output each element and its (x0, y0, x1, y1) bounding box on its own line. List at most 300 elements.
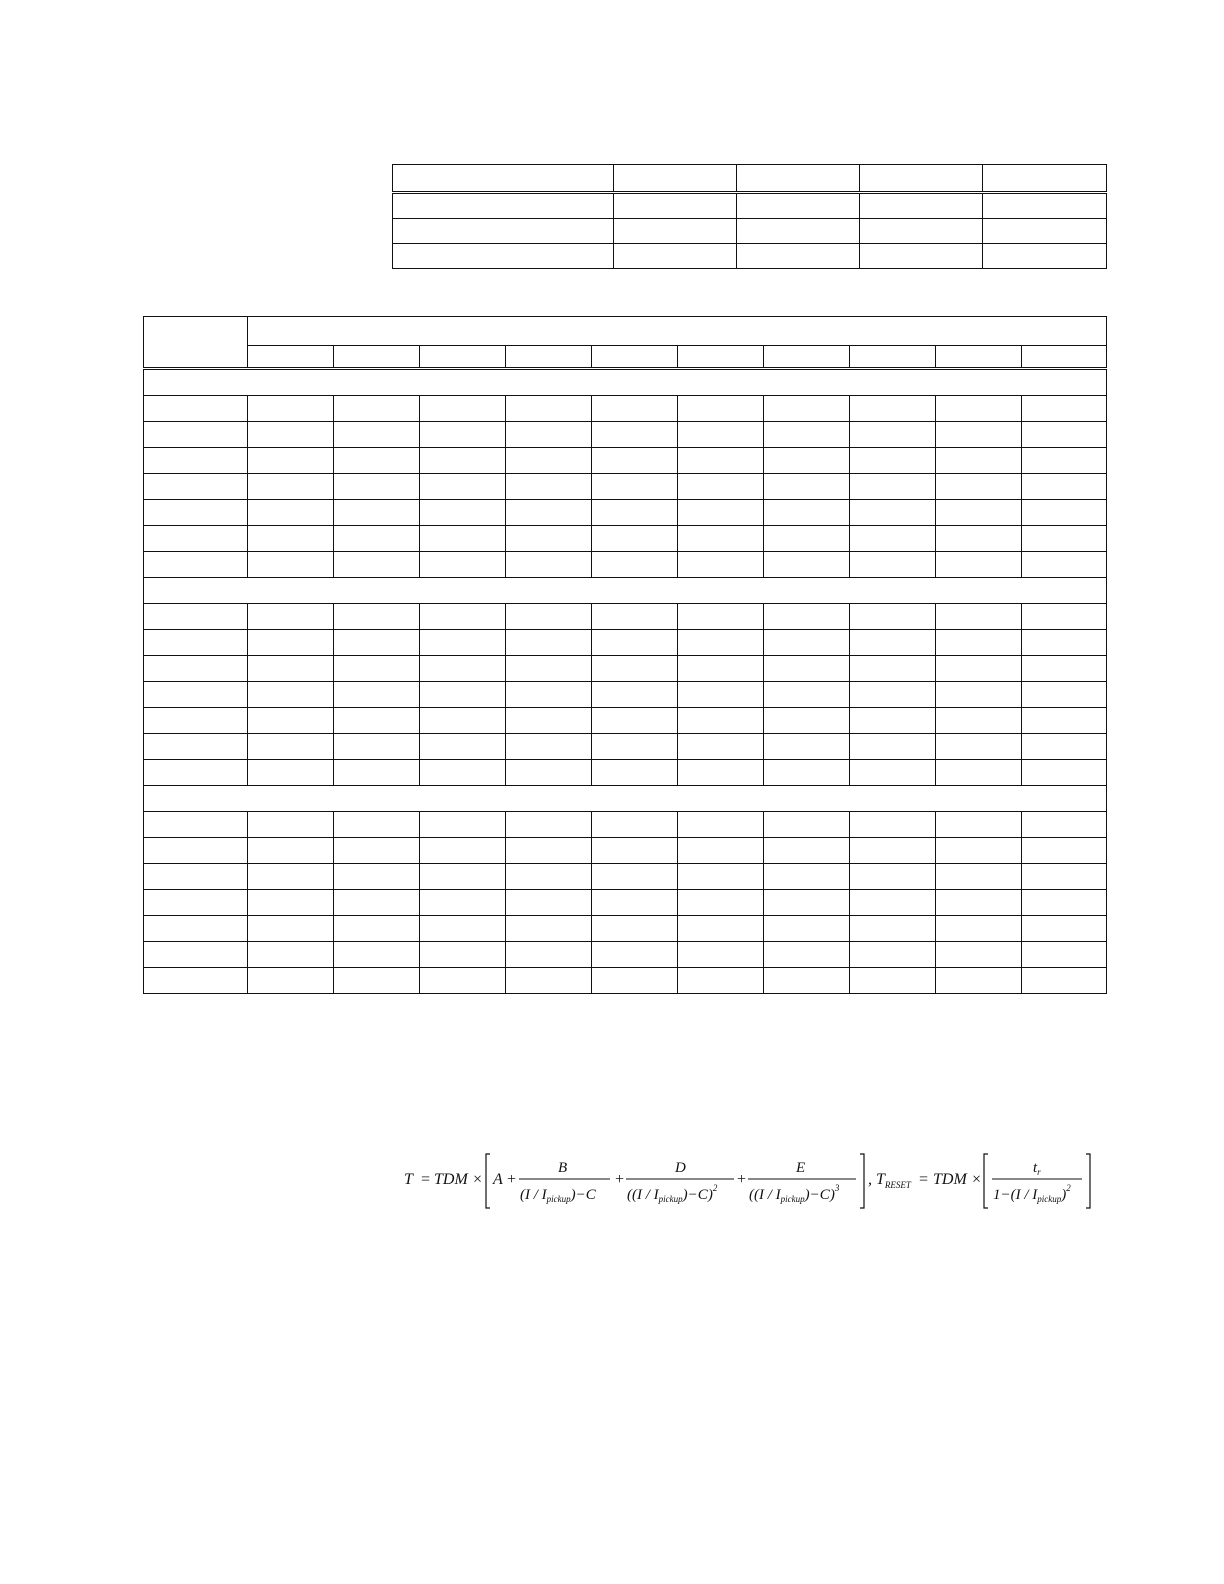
top-table-cell (983, 219, 1107, 244)
table-cell (248, 812, 334, 838)
table-cell (506, 422, 592, 448)
top-table-cell (614, 193, 737, 219)
table-cell (592, 812, 678, 838)
table-row (144, 942, 1107, 968)
eq-equals-2: = (918, 1171, 929, 1188)
inverse-time-equation (400, 1150, 1100, 1212)
table-cell (420, 864, 506, 890)
table-cell (592, 708, 678, 734)
eq-A: A (493, 1171, 503, 1188)
table-cell (1022, 526, 1107, 552)
table-cell (420, 526, 506, 552)
table-row (144, 604, 1107, 630)
top-table-cell (393, 219, 614, 244)
table-cell (936, 500, 1022, 526)
table-row (144, 526, 1107, 552)
table-cell (144, 942, 248, 968)
table-cell (506, 708, 592, 734)
table-cell (678, 604, 764, 630)
table-cell (506, 864, 592, 890)
table-cell (334, 760, 420, 786)
table-cell (248, 630, 334, 656)
table-cell (1022, 968, 1107, 994)
table-cell (506, 916, 592, 942)
table-cell (1022, 656, 1107, 682)
table-cell (420, 734, 506, 760)
table-cell (506, 526, 592, 552)
table-cell (420, 500, 506, 526)
table-cell (764, 812, 850, 838)
table-row (144, 682, 1107, 708)
eq-times: × (472, 1171, 483, 1188)
table-cell (420, 916, 506, 942)
table-cell (420, 812, 506, 838)
eq-equals: = (420, 1171, 431, 1188)
table-cell (334, 474, 420, 500)
table-cell (506, 734, 592, 760)
table-cell (764, 526, 850, 552)
table-cell (850, 396, 936, 422)
table-cell (850, 500, 936, 526)
table-cell (592, 942, 678, 968)
table-cell (764, 552, 850, 578)
table-row (144, 890, 1107, 916)
main-table-section-row (144, 369, 1107, 396)
table-cell (334, 630, 420, 656)
table-cell (850, 838, 936, 864)
table-cell (850, 708, 936, 734)
table-cell (1022, 942, 1107, 968)
table-cell (850, 448, 936, 474)
table-cell (850, 526, 936, 552)
table-cell (144, 500, 248, 526)
table-row (144, 422, 1107, 448)
table-cell (420, 630, 506, 656)
table-cell (764, 656, 850, 682)
top-table-cell (737, 193, 860, 219)
top-table-cell (860, 219, 983, 244)
table-row (144, 656, 1107, 682)
eq-den-tr: $1-(I / I_{pickup})^2$ (993, 1183, 1071, 1204)
eq-plus-2: + (614, 1171, 625, 1188)
table-cell (1022, 708, 1107, 734)
table-cell (678, 916, 764, 942)
table-cell (144, 552, 248, 578)
main-table-subheader-cell (678, 346, 764, 369)
table-cell (1022, 396, 1107, 422)
table-cell (936, 396, 1022, 422)
table-row (144, 916, 1107, 942)
table-cell (334, 734, 420, 760)
table-cell (936, 968, 1022, 994)
table-cell (144, 734, 248, 760)
table-cell (592, 422, 678, 448)
table-cell (678, 474, 764, 500)
table-cell (334, 396, 420, 422)
table-cell (1022, 916, 1107, 942)
eq-B: B (558, 1160, 568, 1176)
table-cell (764, 396, 850, 422)
table-cell (764, 942, 850, 968)
table-cell (592, 760, 678, 786)
table-cell (144, 864, 248, 890)
main-table-section-cell (144, 369, 1107, 396)
main-table-subheader-cell (850, 346, 936, 369)
table-cell (1022, 760, 1107, 786)
top-table-row (393, 244, 1107, 269)
table-row (144, 500, 1107, 526)
eq-TDM-2: TDM (933, 1171, 967, 1188)
table-cell (850, 734, 936, 760)
top-table-cell (983, 193, 1107, 219)
table-cell (936, 474, 1022, 500)
table-cell (678, 942, 764, 968)
table-cell (764, 682, 850, 708)
table-cell (506, 812, 592, 838)
table-cell (1022, 682, 1107, 708)
table-cell (506, 448, 592, 474)
table-cell (592, 916, 678, 942)
eq-plus-1: + (506, 1171, 517, 1188)
eq-E: E (796, 1160, 806, 1176)
table-cell (936, 682, 1022, 708)
table-cell (144, 760, 248, 786)
table-cell (592, 474, 678, 500)
table-cell (678, 448, 764, 474)
table-cell (850, 942, 936, 968)
table-cell (248, 734, 334, 760)
table-cell (420, 552, 506, 578)
table-cell (678, 682, 764, 708)
table-cell (764, 422, 850, 448)
table-cell (420, 448, 506, 474)
table-cell (334, 552, 420, 578)
table-cell (850, 656, 936, 682)
top-table-cell (614, 219, 737, 244)
top-table-cell (983, 165, 1107, 193)
eq-times-2: × (971, 1171, 982, 1188)
table-cell (850, 812, 936, 838)
table-cell (506, 396, 592, 422)
main-table-section-row (144, 578, 1107, 604)
table-cell (1022, 890, 1107, 916)
top-table-cell (737, 165, 860, 193)
table-cell (144, 396, 248, 422)
table-cell (678, 968, 764, 994)
table-cell (144, 708, 248, 734)
table-cell (248, 968, 334, 994)
table-cell (678, 734, 764, 760)
table-cell (678, 864, 764, 890)
table-cell (764, 734, 850, 760)
table-cell (592, 968, 678, 994)
table-cell (420, 968, 506, 994)
table-cell (936, 656, 1022, 682)
top-table-cell (614, 244, 737, 269)
table-cell (248, 760, 334, 786)
eq-TDM: TDM (434, 1171, 468, 1188)
table-cell (936, 890, 1022, 916)
table-cell (850, 552, 936, 578)
table-cell (144, 656, 248, 682)
top-table-cell (393, 244, 614, 269)
table-row (144, 396, 1107, 422)
table-cell (592, 864, 678, 890)
table-cell (936, 760, 1022, 786)
left-bracket-2 (984, 1154, 988, 1208)
table-cell (506, 500, 592, 526)
eq-den-B: $(I / I_{pickup})-C$ (520, 1187, 596, 1204)
table-cell (144, 812, 248, 838)
table-cell (1022, 448, 1107, 474)
table-cell (144, 890, 248, 916)
main-table-subheader-cell (506, 346, 592, 369)
table-cell (144, 838, 248, 864)
table-cell (334, 604, 420, 630)
table-cell (420, 422, 506, 448)
table-cell (936, 552, 1022, 578)
table-cell (764, 630, 850, 656)
table-cell (506, 942, 592, 968)
table-cell (850, 422, 936, 448)
top-table-cell (860, 165, 983, 193)
equation-svg (400, 1150, 1100, 1212)
table-cell (764, 864, 850, 890)
table-cell (936, 838, 1022, 864)
main-table (143, 316, 1107, 994)
table-cell (506, 760, 592, 786)
table-cell (678, 708, 764, 734)
table-cell (678, 760, 764, 786)
table-cell (936, 864, 1022, 890)
table-cell (936, 630, 1022, 656)
table-cell (334, 448, 420, 474)
main-table-header-row (144, 317, 1107, 346)
table-cell (592, 682, 678, 708)
table-cell (592, 500, 678, 526)
main-table-subheader-cell (764, 346, 850, 369)
table-row (144, 968, 1107, 994)
table-row (144, 474, 1107, 500)
table-cell (678, 890, 764, 916)
table-cell (248, 864, 334, 890)
table-cell (144, 630, 248, 656)
table-cell (850, 916, 936, 942)
main-table-subheader-cell (248, 346, 334, 369)
top-table-cell (983, 244, 1107, 269)
top-table-cell (614, 165, 737, 193)
table-cell (248, 526, 334, 552)
table-cell (592, 552, 678, 578)
table-cell (850, 630, 936, 656)
table-cell (936, 708, 1022, 734)
table-cell (334, 942, 420, 968)
table-cell (850, 682, 936, 708)
table-cell (420, 604, 506, 630)
table-cell (420, 474, 506, 500)
table-cell (420, 942, 506, 968)
main-table-body (144, 317, 1107, 994)
table-cell (248, 552, 334, 578)
table-cell (936, 734, 1022, 760)
table-cell (678, 422, 764, 448)
table-cell (850, 968, 936, 994)
table-cell (506, 604, 592, 630)
table-cell (144, 968, 248, 994)
table-cell (144, 448, 248, 474)
top-table-cell (737, 219, 860, 244)
table-cell (936, 916, 1022, 942)
eq-t-r: $t_r$ (1033, 1160, 1041, 1177)
table-cell (334, 422, 420, 448)
table-row (144, 812, 1107, 838)
eq-den-E: $((I / I_{pickup})-C)^3$ (749, 1183, 840, 1204)
table-row (144, 552, 1107, 578)
main-table-section-row (144, 786, 1107, 812)
table-cell (592, 890, 678, 916)
table-cell (506, 890, 592, 916)
main-table-subheader-cell (1022, 346, 1107, 369)
table-cell (678, 526, 764, 552)
table-cell (334, 708, 420, 734)
table-cell (506, 682, 592, 708)
table-cell (850, 604, 936, 630)
table-cell (1022, 500, 1107, 526)
table-cell (506, 474, 592, 500)
table-cell (248, 916, 334, 942)
table-cell (144, 604, 248, 630)
top-table-cell (393, 165, 614, 193)
table-cell (248, 682, 334, 708)
table-cell (334, 500, 420, 526)
table-cell (678, 812, 764, 838)
table-cell (1022, 422, 1107, 448)
top-table-cell (393, 193, 614, 219)
table-cell (420, 760, 506, 786)
table-cell (850, 864, 936, 890)
table-cell (592, 656, 678, 682)
table-cell (334, 864, 420, 890)
table-cell (144, 682, 248, 708)
table-cell (1022, 838, 1107, 864)
table-cell (506, 968, 592, 994)
top-table-cell (860, 193, 983, 219)
top-table (392, 164, 1107, 269)
table-cell (506, 552, 592, 578)
table-row (144, 448, 1107, 474)
table-cell (248, 500, 334, 526)
table-cell (1022, 812, 1107, 838)
table-cell (420, 396, 506, 422)
table-cell (764, 916, 850, 942)
table-cell (420, 656, 506, 682)
table-cell (678, 656, 764, 682)
top-table-cell (737, 244, 860, 269)
table-cell (420, 682, 506, 708)
eq-D: D (675, 1160, 686, 1176)
table-cell (678, 552, 764, 578)
table-cell (1022, 552, 1107, 578)
table-row (144, 708, 1107, 734)
table-cell (936, 942, 1022, 968)
eq-T-reset: $T_{RESET}$ (876, 1171, 911, 1190)
top-table-row (393, 193, 1107, 219)
table-cell (936, 812, 1022, 838)
eq-den-D: $((I / I_{pickup})-C)^2$ (627, 1183, 718, 1204)
table-cell (764, 448, 850, 474)
table-cell (420, 890, 506, 916)
table-cell (678, 838, 764, 864)
table-cell (144, 474, 248, 500)
table-cell (334, 812, 420, 838)
top-table-cell (860, 244, 983, 269)
table-cell (506, 656, 592, 682)
table-cell (506, 838, 592, 864)
table-cell (850, 890, 936, 916)
table-cell (592, 838, 678, 864)
table-cell (764, 760, 850, 786)
table-cell (334, 656, 420, 682)
table-cell (144, 422, 248, 448)
table-cell (678, 630, 764, 656)
left-bracket-1 (486, 1154, 490, 1208)
top-table-header-row (393, 165, 1107, 193)
table-cell (420, 708, 506, 734)
table-cell (248, 474, 334, 500)
table-row (144, 630, 1107, 656)
table-cell (334, 968, 420, 994)
table-cell (248, 890, 334, 916)
main-table-corner-cell (144, 317, 248, 369)
table-cell (334, 838, 420, 864)
table-cell (248, 708, 334, 734)
table-cell (1022, 604, 1107, 630)
right-bracket-2 (1086, 1154, 1090, 1208)
main-table-subheader-cell (592, 346, 678, 369)
table-cell (592, 448, 678, 474)
main-table-group-header-cell (248, 317, 1107, 346)
top-table-row (393, 219, 1107, 244)
main-table-subheader-cell (936, 346, 1022, 369)
table-cell (936, 448, 1022, 474)
main-table-subheader-cell (420, 346, 506, 369)
table-cell (592, 526, 678, 552)
eq-T: T (404, 1171, 413, 1188)
table-cell (248, 448, 334, 474)
table-cell (764, 838, 850, 864)
table-cell (144, 526, 248, 552)
eq-comma: , (868, 1171, 872, 1188)
table-cell (420, 838, 506, 864)
table-cell (764, 890, 850, 916)
table-cell (1022, 630, 1107, 656)
main-table-subheader-cell (334, 346, 420, 369)
table-cell (764, 708, 850, 734)
table-cell (764, 968, 850, 994)
table-cell (506, 630, 592, 656)
table-row (144, 760, 1107, 786)
table-cell (592, 734, 678, 760)
table-cell (248, 604, 334, 630)
table-cell (334, 526, 420, 552)
table-cell (592, 630, 678, 656)
table-cell (1022, 474, 1107, 500)
table-cell (936, 604, 1022, 630)
table-cell (334, 682, 420, 708)
table-cell (764, 500, 850, 526)
table-cell (850, 760, 936, 786)
table-cell (850, 474, 936, 500)
